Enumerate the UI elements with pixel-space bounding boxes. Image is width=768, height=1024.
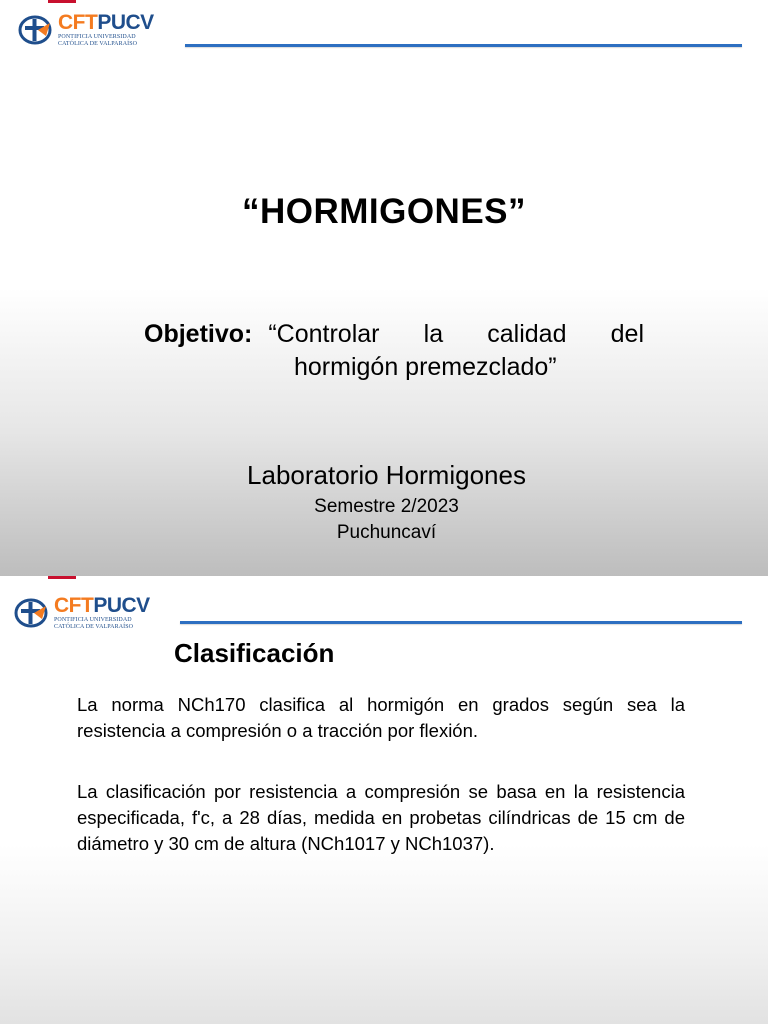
logo-brand-cft: CFT xyxy=(58,11,98,34)
cftpucv-emblem-icon xyxy=(14,597,50,629)
objective-block xyxy=(144,318,644,384)
header-divider xyxy=(185,44,742,47)
semester-text: Semestre 2/2023 xyxy=(314,496,459,517)
lab-name: Laboratorio Hormigones xyxy=(247,460,526,490)
logo-subtitle-line2: CATÓLICA DE VALPARAÍSO xyxy=(58,40,138,47)
slide-title-text: “HORMIGONES” xyxy=(241,192,527,231)
objective-text-line2: hormigón premezclado” xyxy=(294,353,557,381)
objective-text-line1: “Controlar la calidad del xyxy=(268,320,644,348)
section-heading: Clasificación xyxy=(174,638,335,668)
logo-brand-pucv: PUCV xyxy=(93,594,150,617)
cftpucv-logo xyxy=(14,595,150,630)
logo-subtitle-line1: PONTIFICIA UNIVERSIDAD xyxy=(54,617,132,623)
logo-subtitle-line2: CATÓLICA DE VALPARAÍSO xyxy=(54,623,134,630)
objective-label: Objetivo: xyxy=(144,320,253,348)
logo-brand-cft: CFT xyxy=(54,594,94,617)
slide-clasificacion xyxy=(0,576,768,1024)
red-accent-tab xyxy=(48,576,76,579)
cftpucv-emblem-icon xyxy=(18,14,54,46)
cftpucv-logo xyxy=(18,12,154,47)
paragraph-2: La clasificación por resistencia a compresión se basa en la resistencia especificada, f'c, a 28 días, medida en probetas cilíndricas de 15 cm de diámetro y 30 cm de altura (NCh1017 y NCh1037). xyxy=(77,781,685,854)
red-accent-tab xyxy=(48,0,76,3)
paragraph-1: La norma NCh170 clasifica al hormigón en grados según sea la resistencia a compresión o a tracción por flexión. xyxy=(77,694,685,741)
logo-brand-pucv: PUCV xyxy=(97,11,154,34)
header-divider xyxy=(180,621,742,624)
location-text: Puchuncaví xyxy=(336,522,437,543)
logo-subtitle-line1: PONTIFICIA UNIVERSIDAD xyxy=(58,34,136,40)
